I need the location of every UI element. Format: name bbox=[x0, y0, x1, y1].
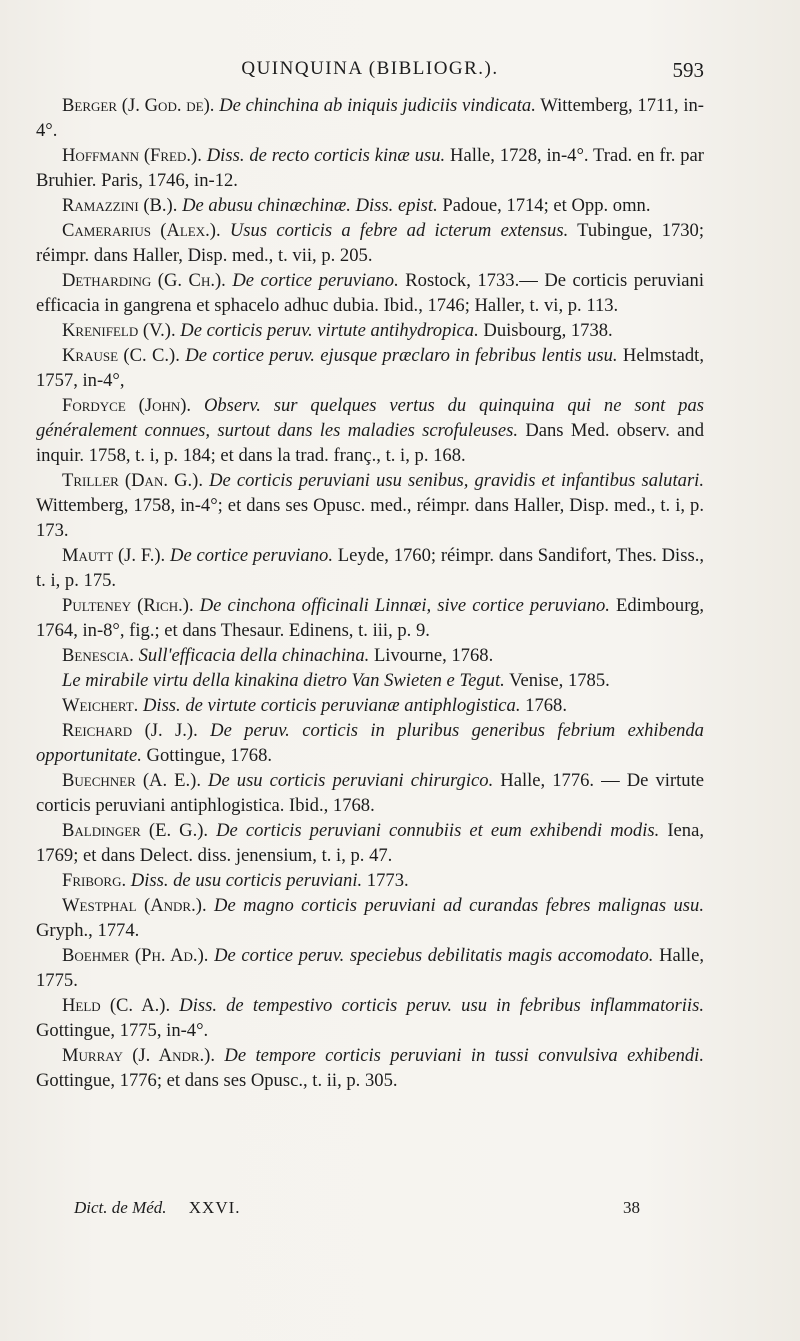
entry-title: De chinchina ab iniquis judiciis vindicata. bbox=[219, 95, 536, 116]
page-footer bbox=[74, 1198, 640, 1218]
entry-publication: Livourne, 1768. bbox=[373, 645, 494, 666]
entry-publication: Gottingue, 1768. bbox=[146, 745, 273, 766]
entry-publication: Helmstadt, 1757, in-4°, bbox=[36, 345, 704, 391]
entry-author: Hoffmann (Fred.). bbox=[62, 145, 202, 166]
running-head: QUINQUINA (BIBLIOGR.). bbox=[241, 58, 499, 79]
entry-publication: Wittemberg, 1711, in-4°. bbox=[36, 95, 705, 141]
entry-title: De abusu chinæchinæ. Diss. epist. bbox=[182, 195, 438, 216]
entry-author: Benescia. bbox=[62, 645, 134, 666]
bibliography-entry bbox=[36, 993, 704, 1043]
entry-author: Murray (J. Andr.). bbox=[62, 1045, 216, 1066]
entry-author: Berger (J. God. de). bbox=[62, 95, 215, 116]
entry-title: Diss. de recto corticis kinæ usu. bbox=[206, 145, 446, 166]
entry-author: Held (C. A.). bbox=[62, 995, 171, 1016]
entry-publication: Gottingue, 1776; et dans ses Opusc., t. ii, p. 305. bbox=[36, 1070, 398, 1091]
entry-title: De cortice peruviano. bbox=[170, 545, 333, 566]
entry-title: De corticis peruviani connubiis et eum exhibendi modis. bbox=[216, 820, 660, 841]
entry-title: Diss. de tempestivo corticis peruv. usu in febribus inflammatoriis. bbox=[179, 995, 704, 1016]
entry-author: Triller (Dan. G.). bbox=[62, 470, 203, 491]
bibliography-entry bbox=[36, 218, 704, 268]
bibliography-entry bbox=[36, 593, 704, 643]
entry-publication: Edimbourg, 1764, in-8°, fig.; et dans Thesaur. Edinens, t. iii, p. 9. bbox=[36, 595, 705, 641]
bibliography-entry bbox=[36, 393, 704, 468]
entry-title: Observ. sur quelques vertus du quinquina qui ne sont pas généralement connues, surtout dans les maladies scrofuleuses. bbox=[36, 395, 705, 441]
entry-author: Krause (C. C.). bbox=[62, 345, 180, 366]
entry-title: Diss. de virtute corticis peruvianæ antiphlogistica. bbox=[142, 695, 521, 716]
bibliography-list bbox=[36, 93, 704, 1093]
entry-publication: Leyde, 1760; réimpr. dans Sandifort, Thes. Diss., t. i, p. 175. bbox=[36, 545, 704, 591]
entry-publication: Wittemberg, 1758, in-4°; et dans ses Opusc. med., réimpr. dans Haller, Disp. med., t. i, p. 173. bbox=[36, 495, 704, 541]
bibliography-entry bbox=[36, 718, 704, 768]
entry-publication: Halle, 1775. bbox=[36, 945, 704, 991]
footer-dictionary: Dict. de Méd. bbox=[74, 1198, 167, 1217]
entry-author: Friborg. bbox=[62, 870, 127, 891]
bibliography-entry bbox=[36, 643, 704, 668]
entry-publication: 1768. bbox=[525, 695, 567, 716]
entry-title: De tempore corticis peruviani in tussi convulsiva exhibendi. bbox=[224, 1045, 704, 1066]
footer-volume: XXVI. bbox=[188, 1198, 241, 1217]
entry-title: Usus corticis a febre ad icterum extensus. bbox=[229, 220, 569, 241]
entry-author: Reichard (J. J.). bbox=[62, 720, 198, 741]
bibliography-entry bbox=[36, 818, 704, 868]
entry-title: De cortice peruv. speciebus debilitatis magis accomodato. bbox=[214, 945, 654, 966]
entry-author: Westphal (Andr.). bbox=[62, 895, 207, 916]
entry-publication: Iena, 1769; et dans Delect. diss. jenensium, t. i, p. 47. bbox=[36, 820, 704, 866]
entry-publication: Rostock, 1733.— De corticis peruviani efficacia in gangrena et sphacelo adhuc dubia. Ibid., 1746; Haller, t. vi, p. 113. bbox=[36, 270, 704, 316]
entry-author: Ramazzini (B.). bbox=[62, 195, 178, 216]
entry-title: Diss. de usu corticis peruviani. bbox=[130, 870, 363, 891]
entry-publication: Duisbourg, 1738. bbox=[483, 320, 613, 341]
entry-author: Buechner (A. E.). bbox=[62, 770, 201, 791]
bibliography-entry bbox=[36, 268, 704, 318]
entry-publication: Venise, 1785. bbox=[509, 670, 610, 691]
entry-publication: Halle, 1728, in-4°. Trad. en fr. par Bruhier. Paris, 1746, in-12. bbox=[36, 145, 705, 191]
entry-title: De magno corticis peruviani ad curandas febres malignas usu. bbox=[214, 895, 704, 916]
entry-publication: Dans Med. observ. and inquir. 1758, t. i, p. 184; et dans la trad. franç., t. i, p. 168. bbox=[36, 420, 704, 466]
entry-publication: Tubingue, 1730; réimpr. dans Haller, Disp. med., t. vii, p. 205. bbox=[36, 220, 705, 266]
bibliography-entry bbox=[36, 343, 704, 393]
bibliography-entry bbox=[36, 1043, 704, 1093]
bibliography-entry bbox=[36, 543, 704, 593]
entry-author: Baldinger (E. G.). bbox=[62, 820, 209, 841]
bibliography-entry bbox=[36, 768, 704, 818]
entry-publication: Gryph., 1774. bbox=[36, 920, 140, 941]
entry-title: Sull'efficacia della chinachina. bbox=[138, 645, 370, 666]
entry-publication: Padoue, 1714; et Opp. omn. bbox=[442, 195, 651, 216]
bibliography-entry bbox=[36, 943, 704, 993]
entry-author: Mautt (J. F.). bbox=[62, 545, 166, 566]
entry-publication: Gottingue, 1775, in-4°. bbox=[36, 1020, 209, 1041]
entry-author: Pulteney (Rich.). bbox=[62, 595, 194, 616]
bibliography-entry bbox=[36, 318, 704, 343]
bibliography-entry bbox=[36, 693, 704, 718]
entry-publication: 1773. bbox=[366, 870, 409, 891]
entry-title: De cortice peruviano. bbox=[232, 270, 399, 291]
entry-title: De corticis peruv. virtute antihydropica. bbox=[180, 320, 479, 341]
entry-author: Weichert. bbox=[62, 695, 139, 716]
page-number: 593 bbox=[672, 58, 704, 82]
entry-publication: Halle, 1776. — De virtute corticis peruviani antiphlogistica. Ibid., 1768. bbox=[36, 770, 704, 816]
bibliography-entry bbox=[36, 193, 704, 218]
entry-author: Detharding (G. Ch.). bbox=[62, 270, 226, 291]
bibliography-entry bbox=[36, 468, 704, 543]
bibliography-entry bbox=[36, 668, 704, 693]
entry-author: Boehmer (Ph. Ad.). bbox=[62, 945, 209, 966]
bibliography-entry bbox=[36, 143, 704, 193]
entry-title: De cortice peruv. ejusque præclaro in febribus lentis usu. bbox=[185, 345, 618, 366]
footer-signature: 38 bbox=[623, 1198, 640, 1217]
bibliography-entry bbox=[36, 93, 704, 143]
entry-author: Camerarius (Alex.). bbox=[62, 220, 221, 241]
entry-title: De cinchona officinali Linnæi, sive cortice peruviano. bbox=[199, 595, 610, 616]
entry-title: De peruv. corticis in pluribus generibus febrium exhibenda opportunitate. bbox=[36, 720, 704, 766]
entry-author: Krenifeld (V.). bbox=[62, 320, 176, 341]
entry-title: De usu corticis peruviani chirurgico. bbox=[208, 770, 494, 791]
bibliography-entry bbox=[36, 868, 704, 893]
entry-title: Le mirabile virtu della kinakina dietro Van Swieten e Tegut. bbox=[62, 670, 505, 691]
entry-author: Fordyce (John). bbox=[62, 395, 192, 416]
entry-title: De corticis peruviani usu senibus, gravidis et infantibus salutari. bbox=[209, 470, 704, 491]
bibliography-entry bbox=[36, 893, 704, 943]
